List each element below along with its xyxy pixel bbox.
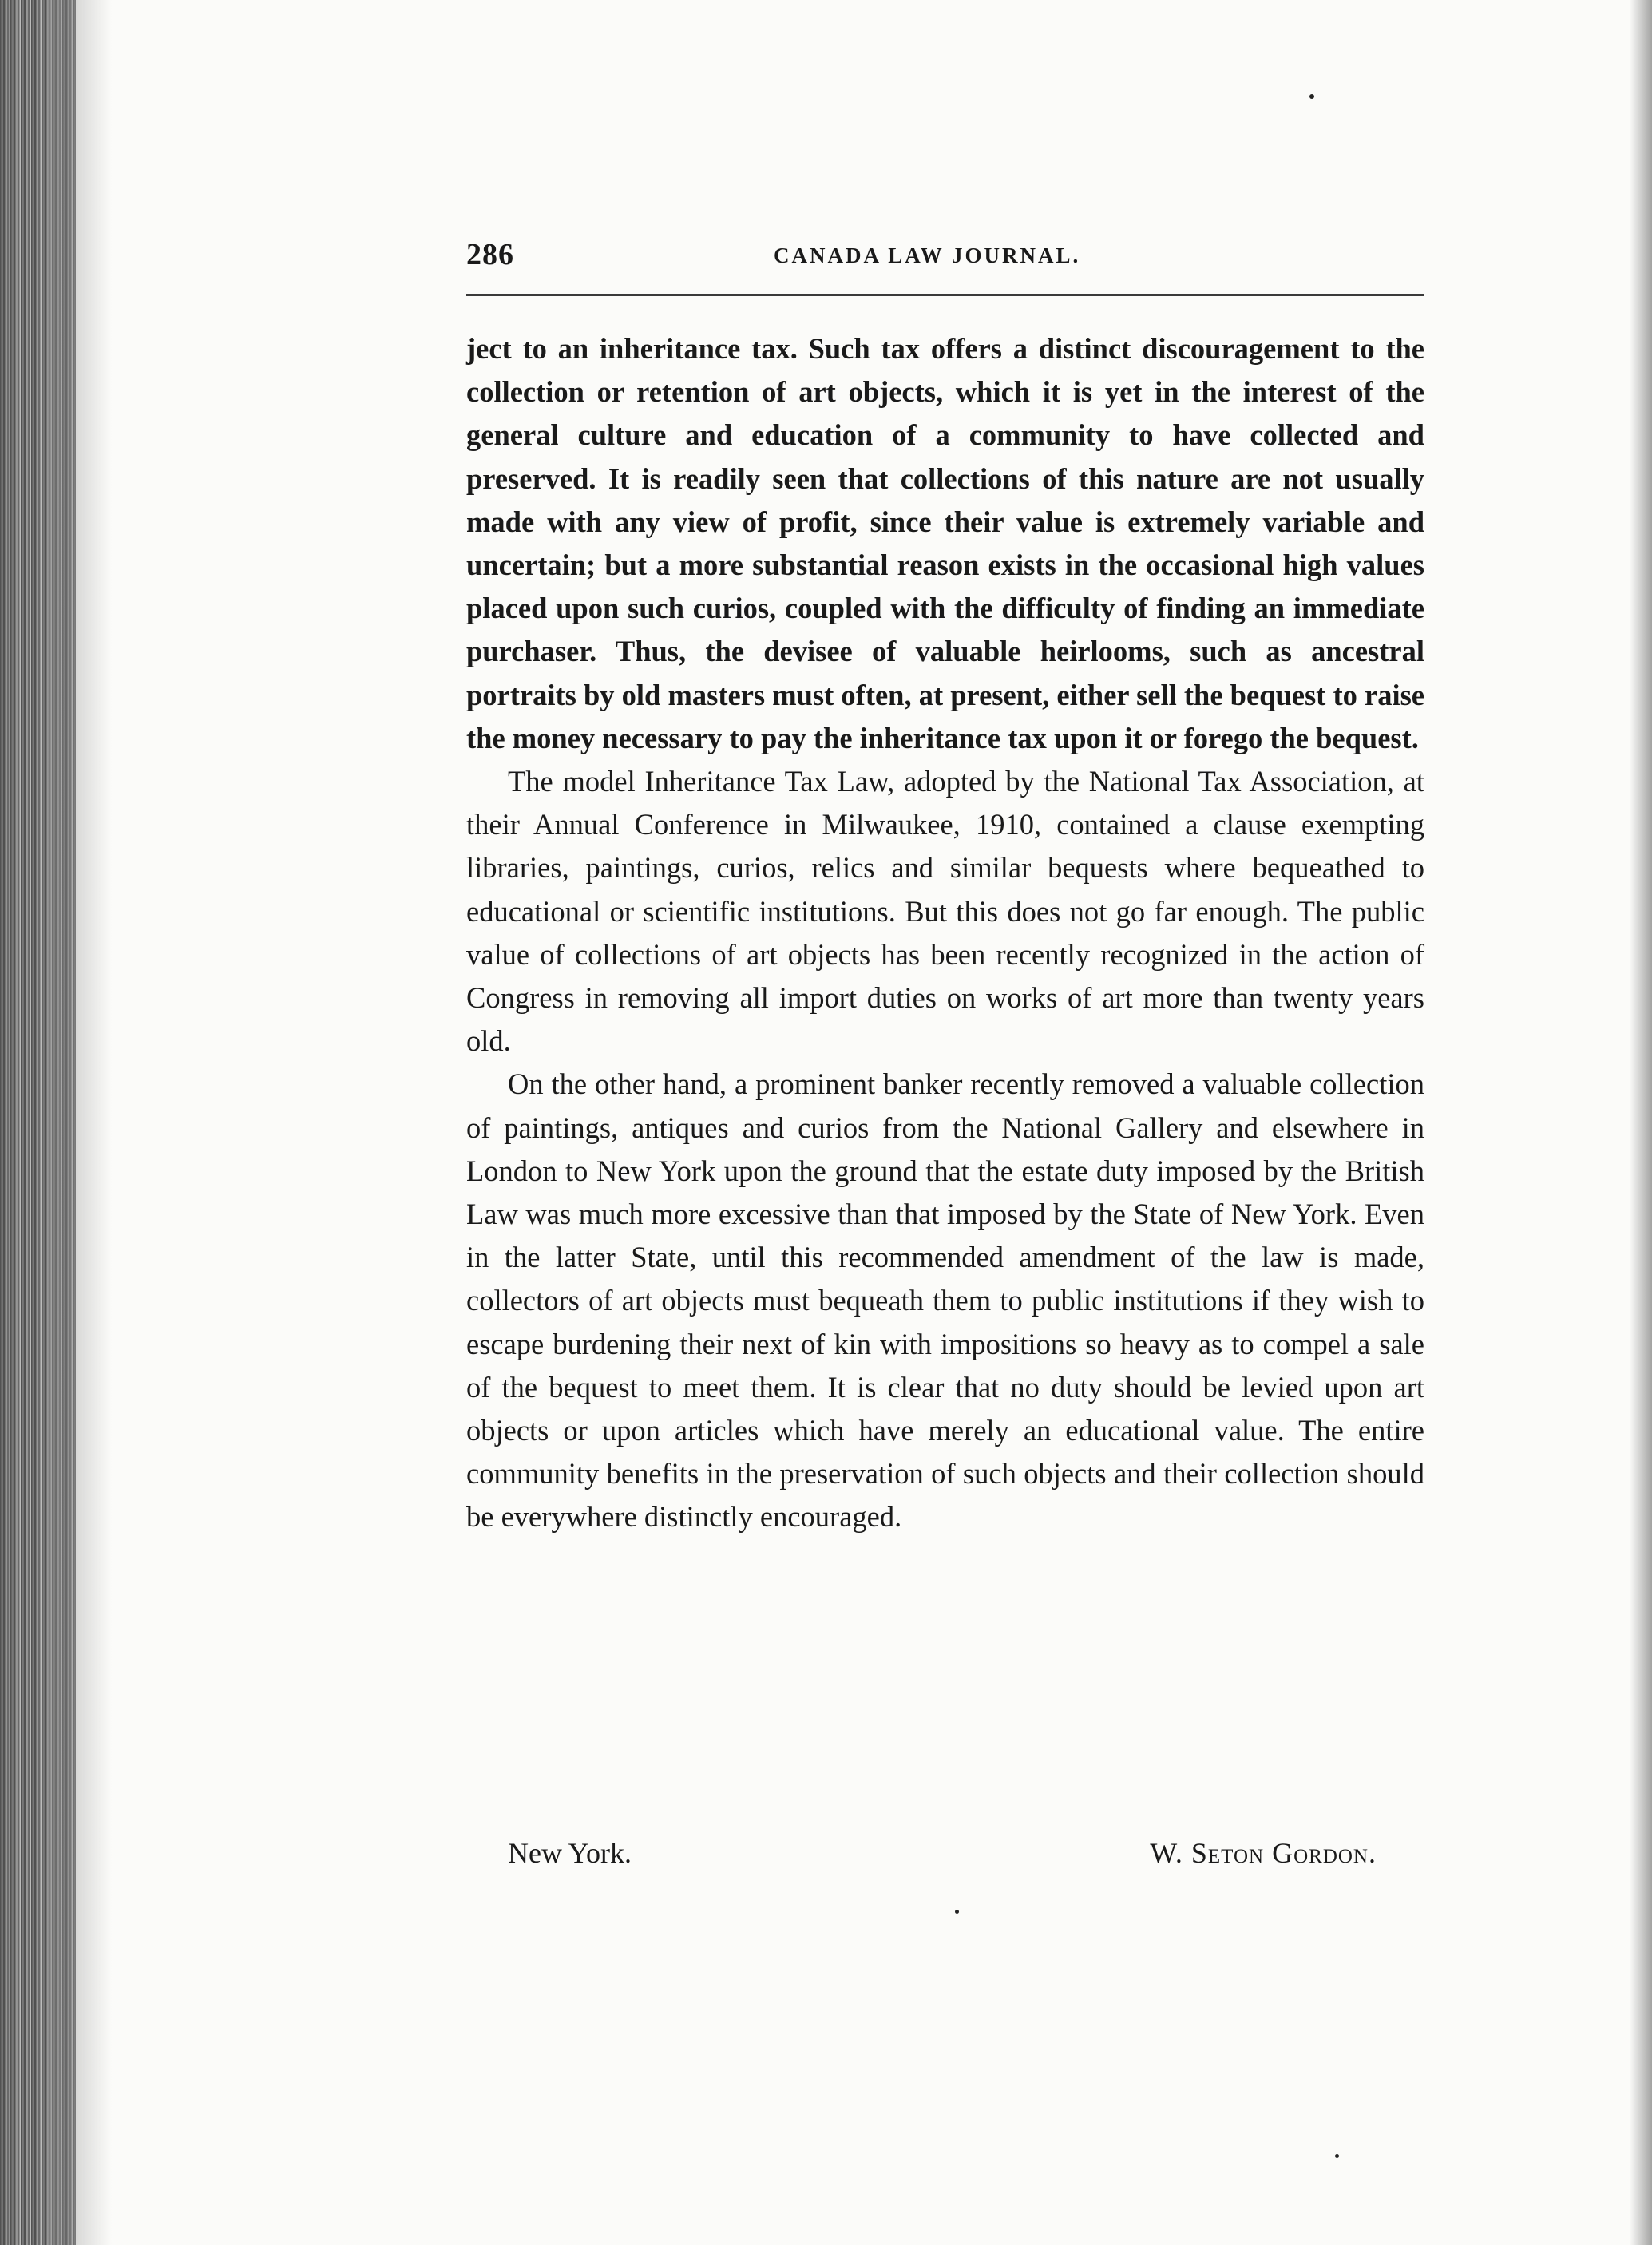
page-number: 286 [466,238,514,271]
paragraph-1: ject to an inheritance tax. Such tax offers a distinct discouragement to the collection or retention of art objects, which it is yet in the interest of the general culture and education of a community to have collected and preserved. It is readily seen that collections of this nature are not usually made with any view of profit, since their value is extremely variable and uncertain; but a more substantial reason exists in the occasional high values placed upon such curios, coupled with the difficulty of finding an immediate purchaser. Thus, the devisee of valuable heirlooms, such as ancestral portraits by old masters must often, at present, either sell the bequest to raise the money necessary to pay the inheritance tax upon it or forego the bequest. [466,332,1424,754]
signature-author: W. Seton Gordon. [1150,1837,1377,1869]
header-rule [466,294,1424,296]
ink-speck [1335,2154,1339,2158]
signature-line [466,1836,1424,1884]
paragraph-2: The model Inheritance Tax Law, adopted by the National Tax Association, at their Annual Conference in Milwaukee, 1910, contained a clause exempting libraries, paintings, curios, relics and similar bequests where bequeathed to educational or scientific institutions. But this does not go far enough. The public value of collections of art objects has been recently recognized in the action of Congress in removing all import duties on works of art more than twenty years old. [466,765,1424,1058]
book-binding-edge [0,0,76,2245]
ink-speck [955,1910,959,1914]
article-body [466,327,1424,1539]
journal-title: CANADA LAW JOURNAL. [774,244,1081,267]
page-right-edge-shadow [1630,0,1652,2245]
paragraph-3: On the other hand, a prominent banker recently removed a valuable collection of paintings, antiques and curios from the National Gallery and elsewhere in London to New York upon the ground that the estate duty imposed by the British Law was much more excessive than that imposed by the State of New York. Even in the latter State, until this recommended amendment of the law is made, collectors of art objects must bequeath them to public institutions if they wish to escape burdening their next of kin with impositions so heavy as to compel a sale of the bequest to meet them. It is clear that no duty should be levied upon art objects or upon articles which have merely an educational value. The entire community benefits in the preservation of such objects and their collection should be everywhere distinctly encouraged. [466,1067,1424,1534]
running-head [466,237,1424,285]
signature-place: New York. [508,1837,632,1869]
ink-speck [1309,94,1314,99]
